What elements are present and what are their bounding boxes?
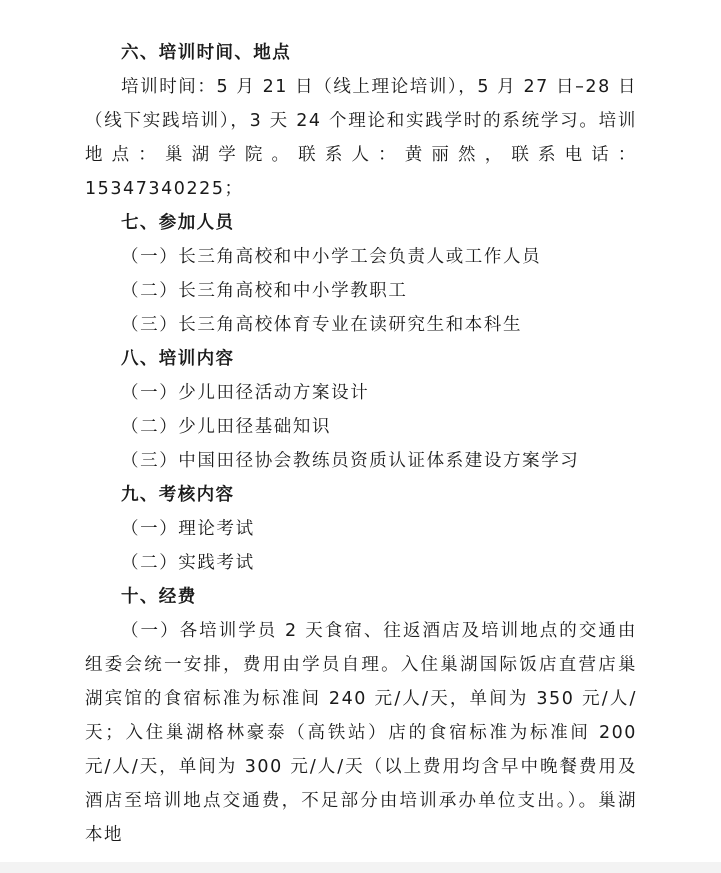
section-9-item-1: （一）理论考试 [121,519,255,539]
document-content [85,36,637,852]
page-bottom-strip [0,862,721,873]
section-7-heading: 七、参加人员 [121,213,235,233]
section-7-item-2: （二）长三角高校和中小学教职工 [121,281,408,301]
section-10-body: （一）各培训学员 2 天食宿、往返酒店及培训地点的交通由组委会统一安排，费用由学员自理。入住巢湖国际饭店直营店巢湖宾馆的食宿标准为标准间 240 元/人/天，单间为 350 元/人/天；入住巢湖格林豪泰（高铁站）店的食宿标准为标准间 200 元/人/天，单间为 300 元/人/天（以上费用均含早中晚餐费用及酒店至培训地点交通费，不足部分由培训承办单位支出。）。巢湖本地 [85,621,637,845]
section-8-item-3: （三）中国田径协会教练员资质认证体系建设方案学习 [121,451,580,471]
section-7-item-1: （一）长三角高校和中小学工会负责人或工作人员 [121,247,542,267]
section-9-item-2: （二）实践考试 [121,553,255,573]
section-9-heading: 九、考核内容 [121,485,235,505]
section-6-body: 培训时间：5 月 21 日（线上理论培训），5 月 27 日–28 日（线下实践培训），3 天 24 个理论和实践学时的系统学习。培训地点：巢湖学院。联系人：黄丽然，联系电话：15347340225； [85,77,637,199]
section-6-heading: 六、培训时间、地点 [121,43,292,63]
section-8-heading: 八、培训内容 [121,349,235,369]
section-10-heading: 十、经费 [121,587,197,607]
section-8-item-2: （二）少儿田径基础知识 [121,417,332,437]
section-7-item-3: （三）长三角高校体育专业在读研究生和本科生 [121,315,523,335]
section-8-item-1: （一）少儿田径活动方案设计 [121,383,370,403]
